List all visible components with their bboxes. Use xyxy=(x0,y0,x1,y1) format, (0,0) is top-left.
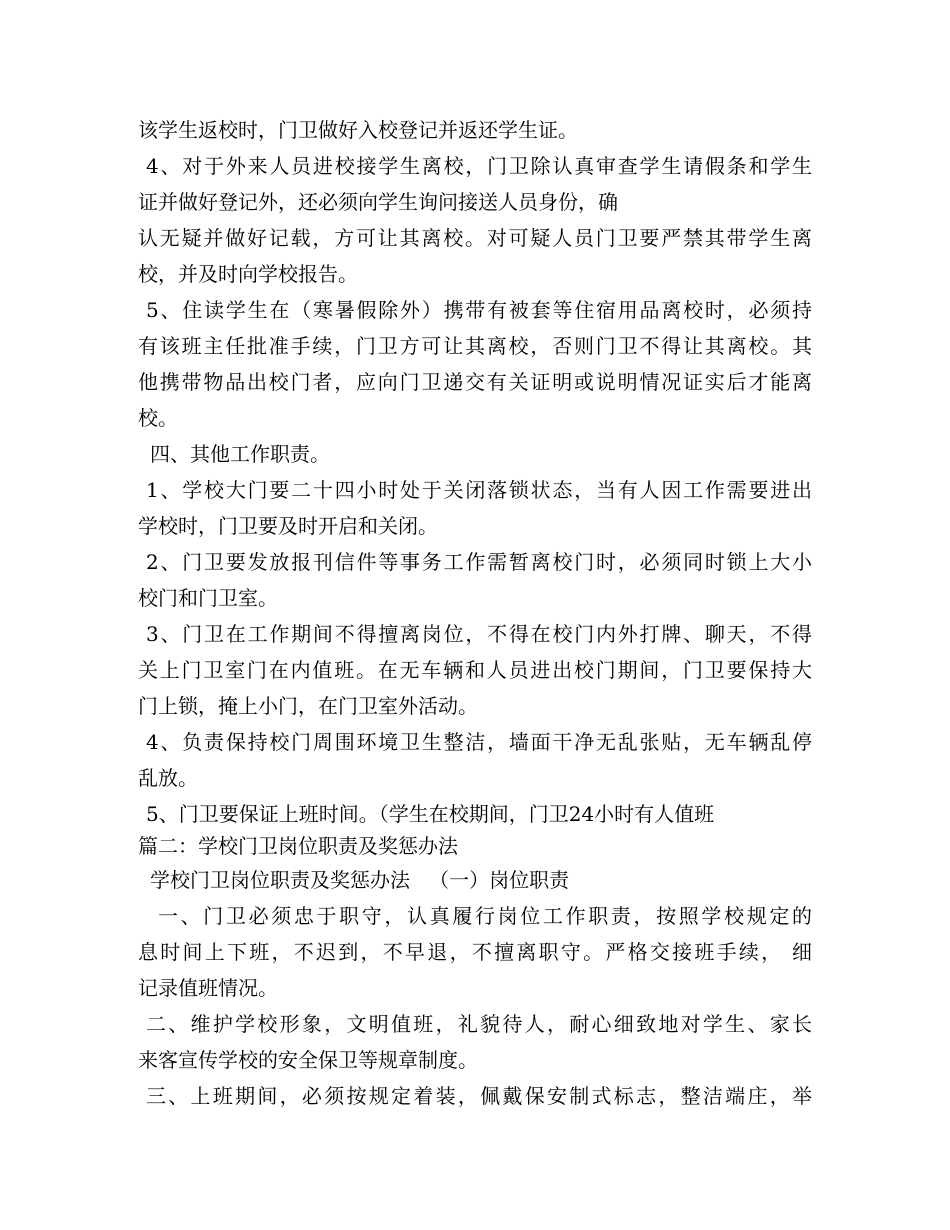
text-line: 该学生返校时，门卫做好入校登记并返还学生证。 xyxy=(138,118,578,142)
text-line: 记录值班情况。 xyxy=(138,976,278,1000)
chapter-heading: 篇二：学校门卫岗位职责及奖惩办法 xyxy=(138,834,458,858)
text-line: 有该班主任批准手续，门卫方可让其离校，否则门卫不得让其离校。其 xyxy=(138,334,812,358)
text-line: 校，并及时向学校报告。 xyxy=(138,262,358,286)
text-line: 1、学校大门要二十四小时处于关闭落锁状态，当有人因工作需要进出 xyxy=(146,478,812,502)
text-line: 一、门卫必须忠于职守，认真履行岗位工作职责，按照学校规定的 xyxy=(158,904,812,928)
section-heading: 四、其他工作职责。 xyxy=(150,442,330,466)
text-line: 4、负责保持校门周围环境卫生整洁，墙面干净无乱张贴，无车辆乱停 xyxy=(146,730,812,754)
text-line: 校门和门卫室。 xyxy=(138,586,278,610)
text-line: 关上门卫室门在内值班。在无车辆和人员进出校门期间，门卫要保持大 xyxy=(138,658,812,682)
text-line: 乱放。 xyxy=(138,766,198,790)
text-line: 5、门卫要保证上班时间。（学生在校期间，门卫24小时有人值班 xyxy=(146,802,715,826)
text-line: 二、维护学校形象，文明值班，礼貌待人，耐心细致地对学生、家长 xyxy=(146,1012,812,1036)
text-line: 学校时，门卫要及时开启和关闭。 xyxy=(138,514,438,538)
section-heading: 学校门卫岗位职责及奖惩办法 （一）岗位职责 xyxy=(150,868,570,892)
text-line: 他携带物品出校门者，应向门卫递交有关证明或说明情况证实后才能离 xyxy=(138,370,812,394)
text-line: 2、门卫要发放报刊信件等事务工作需暂离校门时，必须同时锁上大小 xyxy=(146,550,812,574)
text-line: 来客宣传学校的安全保卫等规章制度。 xyxy=(138,1048,478,1072)
text-line: 三、上班期间，必须按规定着装，佩戴保安制式标志，整洁端庄，举 xyxy=(146,1084,812,1108)
text-line: 门上锁，掩上小门，在门卫室外活动。 xyxy=(138,694,478,718)
text-line: 息时间上下班，不迟到，不早退，不擅离职守。严格交接班手续， 细 xyxy=(138,940,812,964)
text-line: 证并做好登记外，还必须向学生询问接送人员身份，确 xyxy=(138,190,618,214)
text-line: 认无疑并做好记载，方可让其离校。对可疑人员门卫要严禁其带学生离 xyxy=(138,226,812,250)
text-line: 4、对于外来人员进校接学生离校，门卫除认真审查学生请假条和学生 xyxy=(146,154,812,178)
text-line: 5、住读学生在（寒暑假除外）携带有被套等住宿用品离校时，必须持 xyxy=(146,298,812,322)
text-line: 3、门卫在工作期间不得擅离岗位，不得在校门内外打牌、聊天，不得 xyxy=(146,622,812,646)
text-line: 校。 xyxy=(138,406,178,430)
